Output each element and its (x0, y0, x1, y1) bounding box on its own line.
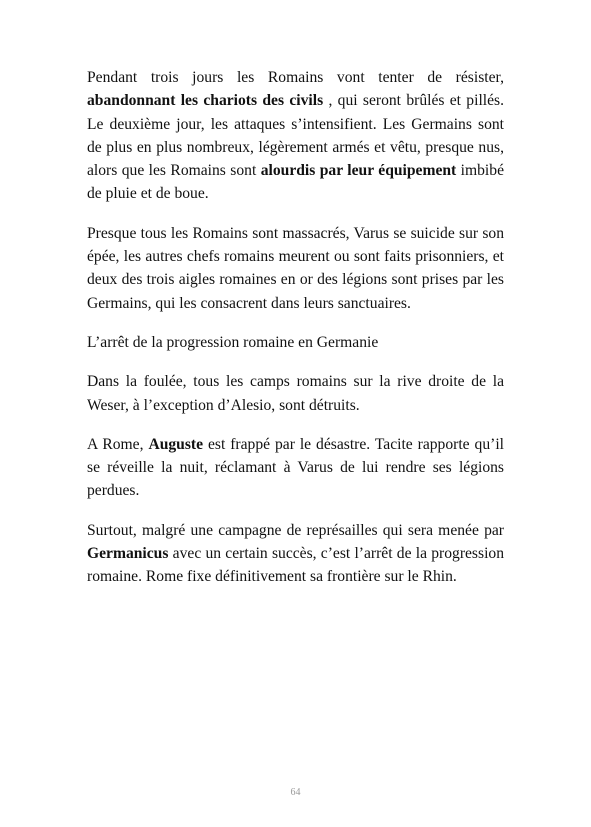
section-heading (87, 331, 504, 354)
text-run: imbibé de pluie et de boue. (87, 162, 504, 203)
text-run: A Rome, (87, 435, 149, 453)
text-run: Surtout, malgré une campagne de représailles qui sera menée par (87, 521, 504, 539)
text-run: Pendant trois jours les Romains vont tenter de résister, (87, 69, 504, 86)
paragraph-4 (87, 433, 504, 503)
text-run: L’arrêt de la progression romaine en Germanie (87, 333, 379, 351)
bold-text-run: alourdis par leur équipement (260, 162, 457, 180)
text-run: Presque tous les Romains sont massacrés, Varus se suicide sur son épée, les autres chefs romains meurent ou sont faits prisonniers, et deux des trois aigles romaines en or des légions sont prises par les Germains, qui les consacrent dans leurs sanctuaires. (87, 224, 504, 312)
paragraph-5 (87, 519, 504, 589)
text-run: , qui seront brûlés et pillés. Le deuxième jour, les attaques s’intensifient. Les Germains sont de plus en plus nombreux, légèrement armés et vêtu, presque nus, alors que les Romains sont (87, 92, 504, 180)
paragraph-2 (87, 222, 504, 315)
text-run: Dans la foulée, tous les camps romains sur la rive droite de la Weser, à l’exception d’Alesio, sont détruits. (87, 373, 504, 414)
document-body (87, 66, 504, 605)
bold-text-run: Germanicus (87, 545, 169, 563)
text-run: est frappé par le désastre. Tacite rapporte qu’il se réveille la nuit, réclamant à Varus de lui rendre ses légions perdues. (87, 435, 504, 500)
paragraph-3 (87, 370, 504, 417)
paragraph-1 (87, 66, 504, 206)
bold-text-run: Auguste (148, 435, 204, 453)
bold-text-run: abandonnant les chariots des civils (87, 92, 324, 110)
page-number: 64 (290, 787, 301, 798)
text-run: avec un certain succès, c’est l’arrêt de la progression romaine. Rome fixe définitivement sa frontière sur le Rhin. (87, 545, 504, 586)
